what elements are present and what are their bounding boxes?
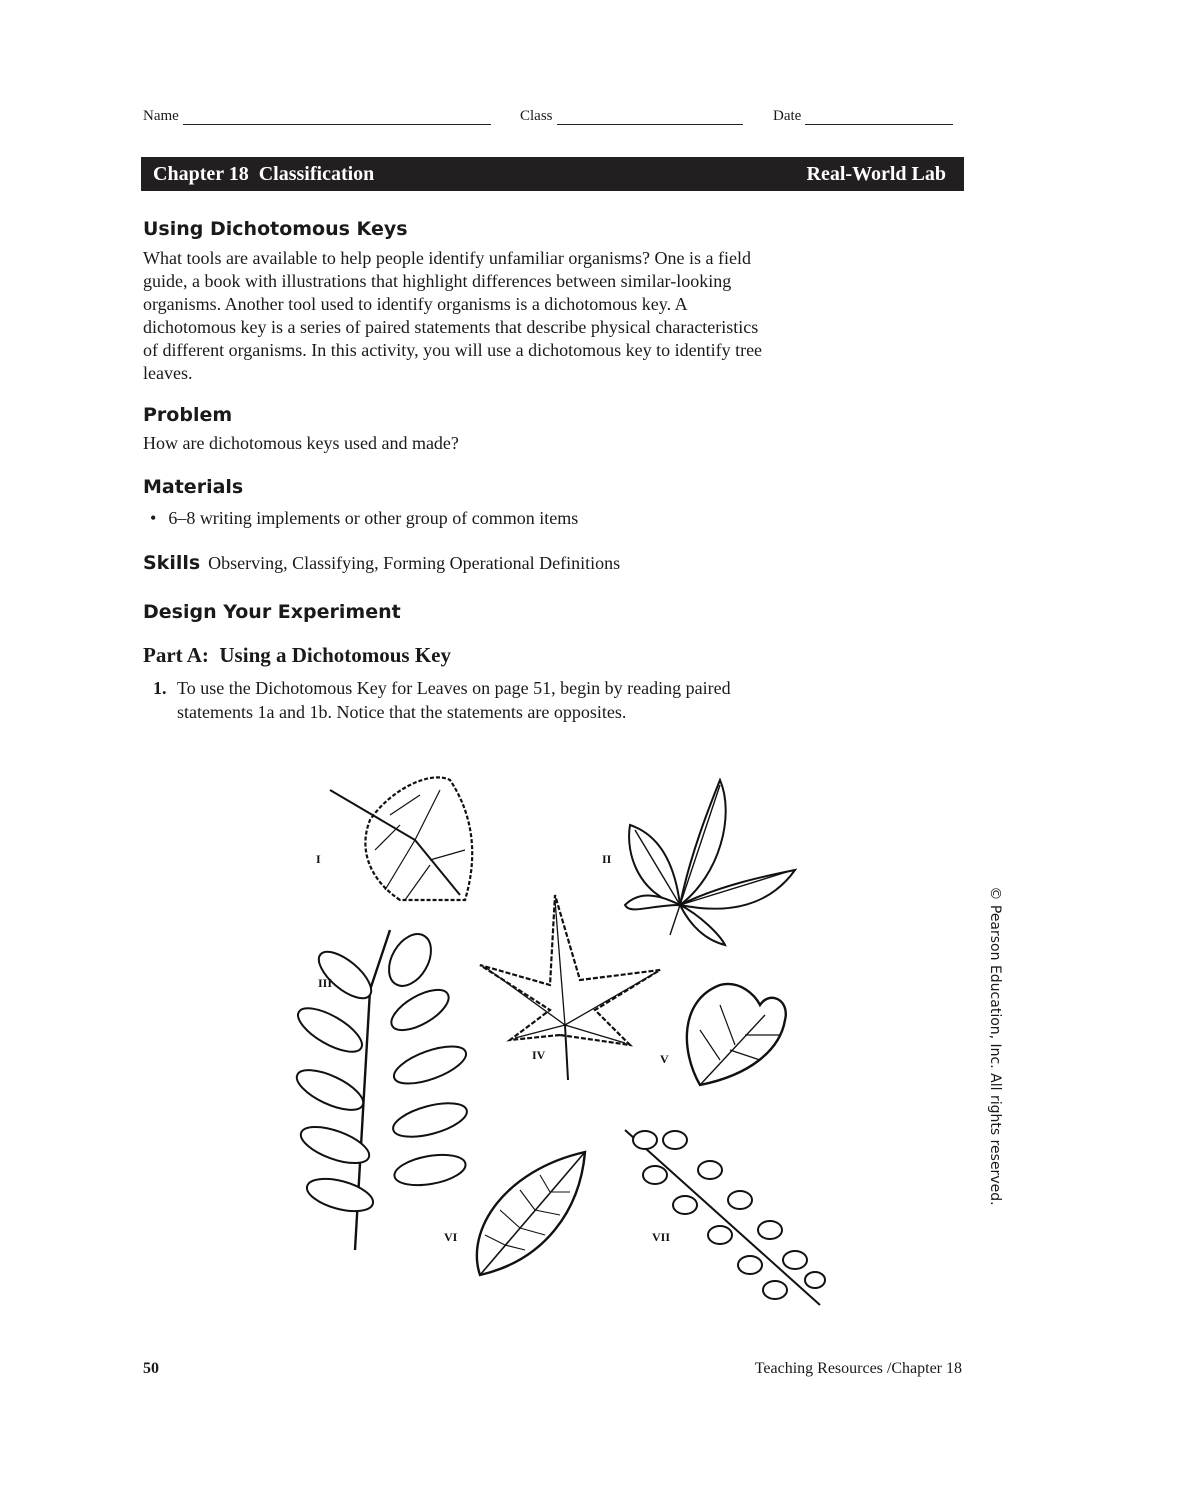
leaf-label-i: I bbox=[316, 852, 321, 866]
leaf-label-ii: II bbox=[602, 852, 612, 866]
materials-heading: Materials bbox=[143, 476, 244, 498]
date-line bbox=[805, 108, 953, 125]
class-field bbox=[520, 108, 743, 125]
leaf-vi-illustration bbox=[477, 1152, 585, 1275]
leaf-label-vi: VI bbox=[444, 1230, 458, 1244]
intro-heading: Using Dichotomous Keys bbox=[143, 218, 408, 240]
leaf-iv-illustration bbox=[480, 895, 660, 1080]
step-text: To use the Dichotomous Key for Leaves on page 51, begin by reading paired statements 1a and 1b. Notice that the statements are opposites. bbox=[177, 678, 731, 722]
design-heading: Design Your Experiment bbox=[143, 601, 401, 623]
leaf-ii-illustration bbox=[625, 780, 795, 945]
step-number: 1. bbox=[153, 678, 167, 698]
skills-line bbox=[143, 552, 620, 574]
lab-type: Real-World Lab bbox=[806, 162, 946, 185]
leaf-label-vii: VII bbox=[652, 1230, 671, 1244]
name-line bbox=[183, 108, 491, 125]
leaf-vii-illustration bbox=[625, 1130, 825, 1305]
problem-heading: Problem bbox=[143, 404, 233, 426]
leaf-illustrations bbox=[280, 765, 840, 1310]
skills-text: Observing, Classifying, Forming Operational Definitions bbox=[208, 553, 621, 573]
materials-item: • 6–8 writing implements or other group of common items bbox=[150, 508, 578, 529]
name-field bbox=[143, 108, 491, 125]
part-a-heading: Part A: Using a Dichotomous Key bbox=[143, 643, 451, 667]
chapter-banner bbox=[141, 157, 964, 191]
intro-text: What tools are available to help people identify unfamiliar organisms? One is a field guide, a book with illustrations that highlight differences between similar-looking organisms. Another tool used to identify organisms is a dichotomous key. A dichotomous key is a series of paired statements that describe physical characteristics of different organisms. In this activity, you will use a dichotomous key to identify tree leaves. bbox=[143, 248, 763, 383]
copyright-note: © Pearson Education, Inc. All rights reserved. bbox=[987, 886, 1003, 1206]
date-label: Date bbox=[773, 108, 802, 124]
problem-text: How are dichotomous keys used and made? bbox=[143, 433, 459, 453]
name-label: Name bbox=[143, 108, 179, 124]
header-fields bbox=[143, 108, 963, 130]
page-number: 50 bbox=[143, 1360, 159, 1377]
leaf-label-iv: IV bbox=[532, 1048, 546, 1062]
leaf-i-illustration bbox=[330, 777, 472, 900]
class-label: Class bbox=[520, 108, 553, 124]
chapter-title: Chapter 18 Classification bbox=[153, 162, 375, 185]
class-line bbox=[557, 108, 743, 125]
skills-label: Skills bbox=[143, 552, 201, 574]
leaf-label-v: V bbox=[660, 1052, 669, 1066]
footer-source: Teaching Resources /Chapter 18 bbox=[754, 1360, 962, 1377]
step-1 bbox=[153, 676, 783, 724]
leaf-v-illustration bbox=[687, 984, 786, 1085]
leaf-label-iii: III bbox=[318, 976, 333, 990]
date-field bbox=[773, 108, 953, 125]
